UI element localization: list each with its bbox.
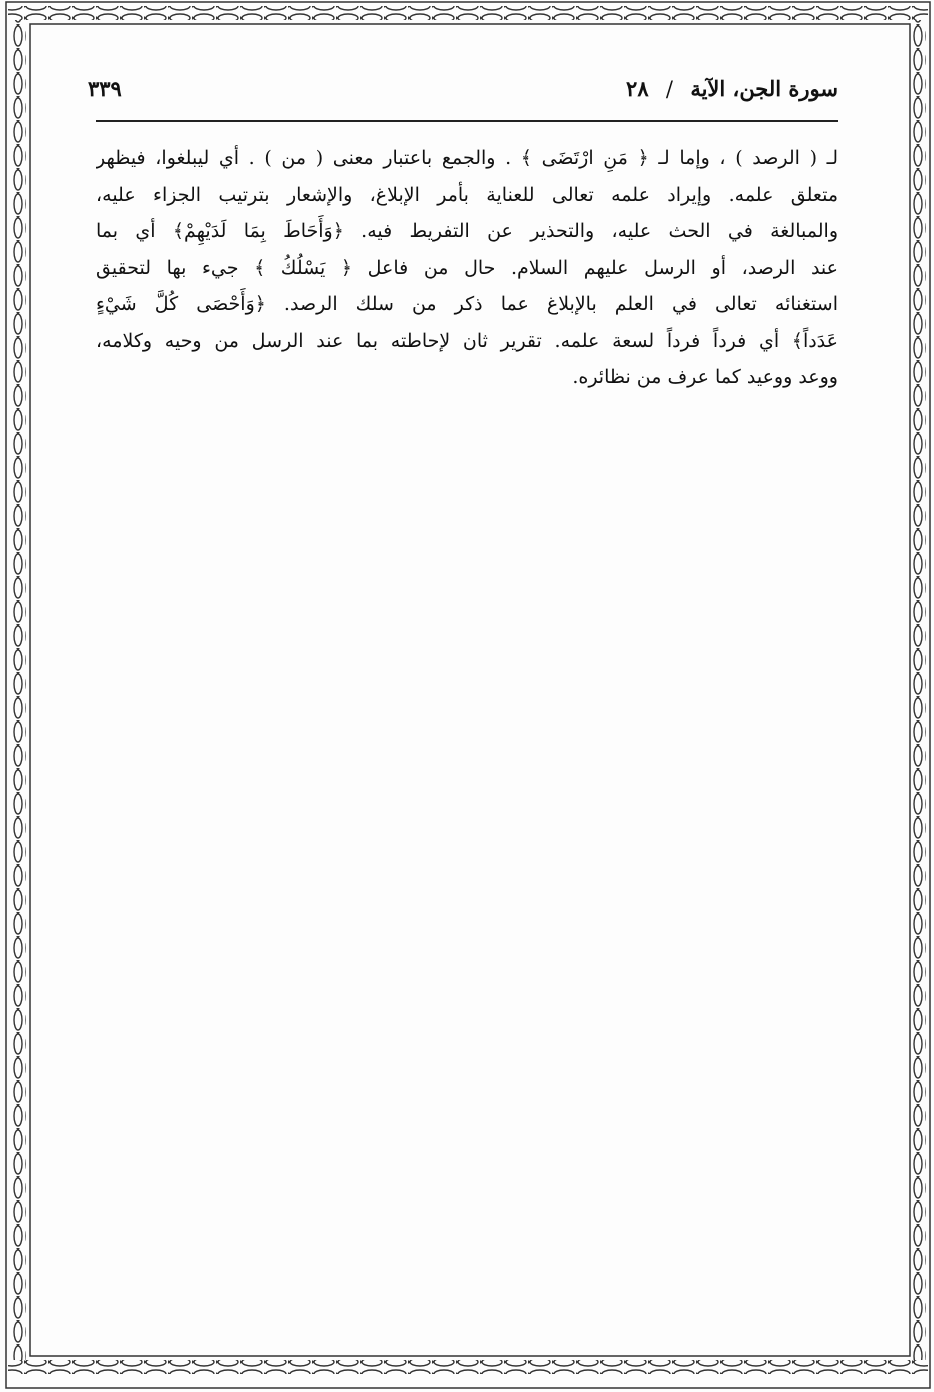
text-line: لـ ( الرصد ) ، وإما لـ ﴿ مَنِ ارْتَضَى ﴾ . والجمع باعتبار معنى ( من ) . أي ليبلغوا، فيظهر	[96, 147, 838, 169]
header-separator: /	[665, 77, 673, 101]
text-line: والمبالغة في الحث عليه، والتحذير عن التفريط فيه. ﴿وَأَحَاطَ بِمَا لَدَيْهِمْ﴾ أي بما	[96, 220, 838, 242]
text-line: استغنائه تعالى في العلم بالإبلاغ عما ذكر من سلك الرصد. ﴿وَأَحْصَى كُلَّ شَيْءٍ	[96, 293, 838, 315]
text-line: عند الرصد، أو الرسل عليهم السلام. حال من فاعل ﴿ يَسْلُكُ ﴾ جيء بها لتحقيق	[96, 256, 838, 279]
commentary-text	[96, 140, 838, 396]
text-line: ووعد ووعيد كما عرف من نظائره.	[572, 366, 838, 388]
page-number: ٣٣٩	[88, 76, 122, 101]
header-title	[626, 76, 838, 101]
text-line: متعلق علمه. وإيراد علمه تعالى للعناية بأمر الإبلاغ، والإشعار بترتيب الجزاء عليه،	[96, 183, 838, 206]
header-divider	[96, 120, 838, 122]
text-line: عَدَداً﴾ أي فرداً فرداً لسعة علمه. تقرير ثان لإحاطته بما عند الرسل من وحيه وكلامه،	[96, 329, 838, 352]
verse-number: ٢٨	[626, 76, 649, 101]
page-header	[88, 76, 838, 112]
surah-verse-label: سورة الجن، الآية	[690, 76, 838, 101]
